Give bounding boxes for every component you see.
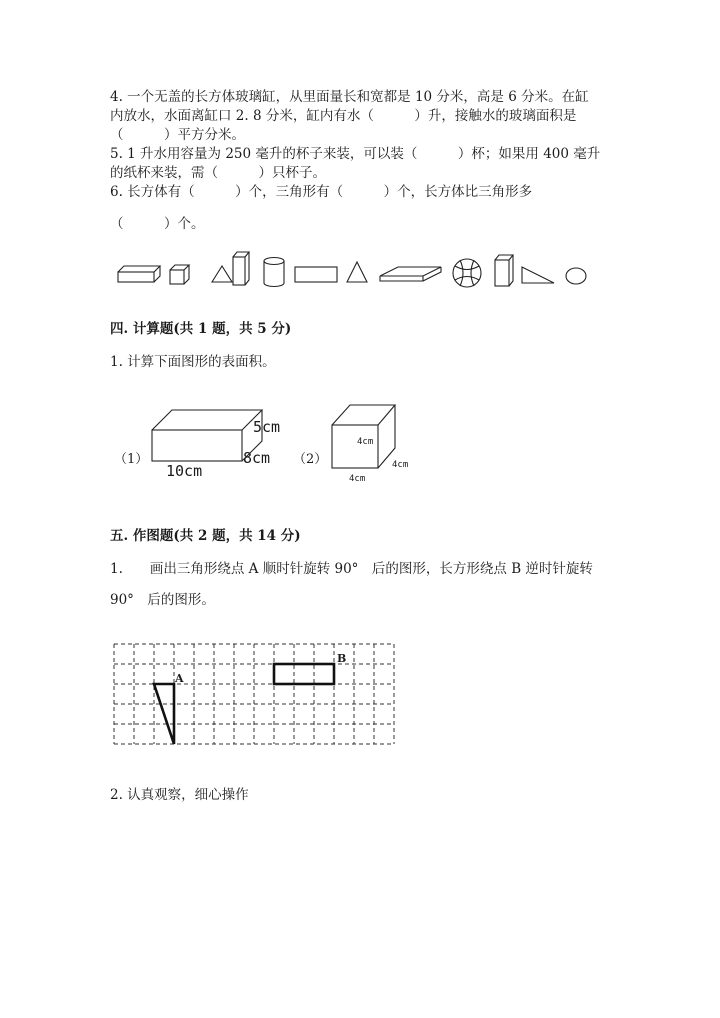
section5-q1-line1: 1. 画出三角形绕点 A 顺时针旋转 90° 后的图形，长方形绕点 B 逆时针旋转 [110, 561, 593, 577]
triangle-shape [154, 684, 174, 744]
shape-flat-cuboid-icon [380, 267, 441, 281]
fig2-cube [330, 400, 430, 490]
q6-line1: 6. 长方体有（ ）个，三角形有（ ）个，长方体比三角形多 [110, 184, 533, 200]
fig2-bottom-edge-label: 4cm [349, 474, 366, 484]
rotation-grid [110, 640, 410, 750]
q5-line2: 的纸杯来装，需（ ）只杯子。 [110, 165, 326, 181]
shape-ball-icon [453, 259, 481, 287]
fig1-length-label: 10cm [166, 462, 203, 480]
shape-cuboid-long-icon [118, 266, 160, 282]
shape-tall-cuboid-2-icon [495, 255, 513, 286]
shape-triangle-2-icon [347, 262, 367, 282]
q5-line1: 5. 1 升水用容量为 250 毫升的杯子来装，可以装（ ）杯；如果用 400 毫升 [110, 146, 601, 162]
section5-q1-line2: 90° 后的图形。 [110, 592, 215, 608]
fig2-right-edge-label: 4cm [392, 460, 409, 470]
fig2-front-edge-label: 4cm [357, 437, 374, 447]
q4-line3: （ ）平方分米。 [110, 127, 245, 143]
shapes-row [0, 248, 720, 298]
fig2-label: （2） [293, 452, 328, 467]
section5-q2: 2. 认真观察，细心操作 [110, 787, 249, 803]
fig1-width-label: 8cm [243, 449, 271, 467]
shape-tall-cuboid-icon [233, 252, 249, 285]
shape-right-triangle-icon [522, 267, 554, 283]
section4-q1: 1. 计算下面图形的表面积。 [110, 354, 276, 370]
fig1-height-label: 5cm [253, 418, 281, 436]
point-b-label: B [337, 652, 347, 665]
shape-triangle-icon [212, 266, 232, 282]
shape-cylinder-icon [264, 258, 284, 287]
point-a-label: A [175, 672, 184, 685]
q4-line2: 内放水，水面离缸口 2. 8 分米，缸内有水（ ）升，接触水的玻璃面积是 [110, 108, 577, 124]
shape-ellipse-icon [566, 268, 586, 284]
section4-heading: 四. 计算题(共 1 题，共 5 分) [110, 321, 292, 337]
shape-small-cube-icon [170, 265, 189, 284]
q6-line2: （ ）个。 [110, 216, 205, 232]
q4-line1: 4. 一个无盖的长方体玻璃缸，从里面量长和宽都是 10 分米，高是 6 分米。在缸 [110, 89, 589, 105]
section5-heading: 五. 作图题(共 2 题，共 14 分) [110, 528, 301, 544]
shape-rectangle-icon [295, 267, 337, 282]
fig1-label: （1） [114, 452, 149, 467]
rectangle-shape [274, 664, 334, 684]
